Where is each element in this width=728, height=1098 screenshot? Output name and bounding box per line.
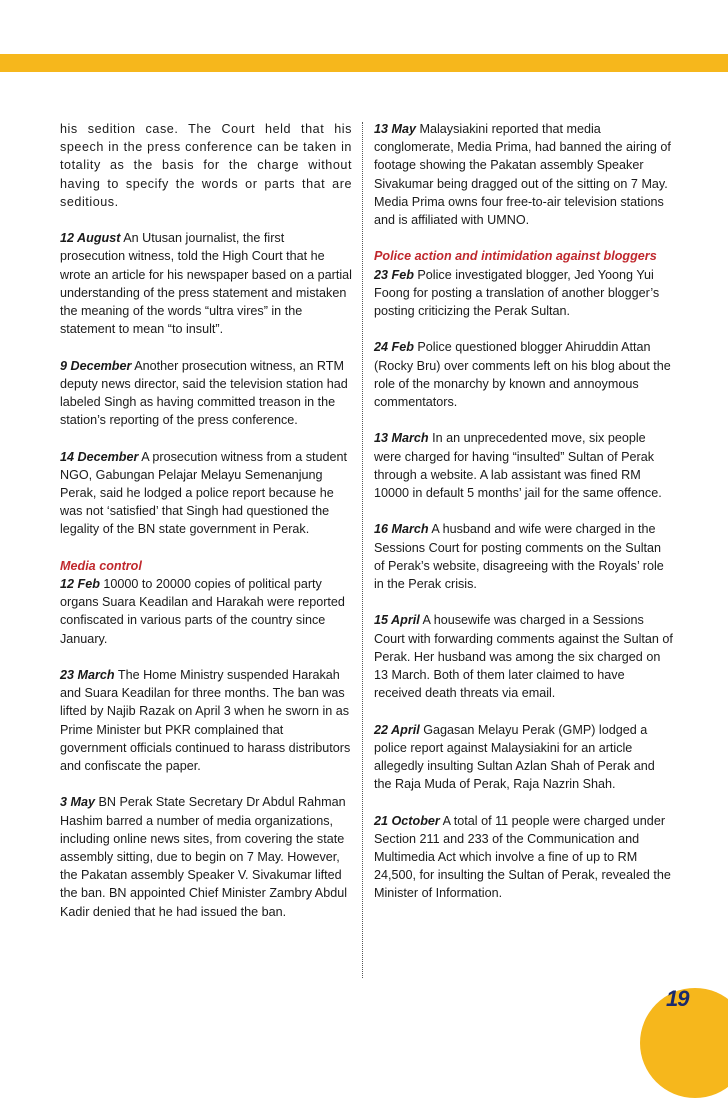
entry-date: 13 May xyxy=(374,122,417,136)
entry-text: Another prosecution witness, an RTM deputy news director, said the television station had labeled Singh as having committed treason in the station’s reporting of the press conference. xyxy=(60,358,348,428)
entry-text: Police investigated blogger, Jed Yoong Yui Foong for posting a translation of another blogger’s posting criticizing the Perak Sultan. xyxy=(374,267,660,319)
section-heading: Media control xyxy=(60,558,142,573)
entry-date: 16 March xyxy=(374,522,429,537)
entry-22-april xyxy=(374,721,674,794)
entry-13-may xyxy=(374,120,674,229)
entry-23-march xyxy=(60,666,352,775)
entry-date: 21 October xyxy=(374,813,440,828)
entry-date: 22 April xyxy=(374,722,420,737)
entry-text: In an unprecedented move, six people were charged for having “insulted” Sultan of Perak through a website. A lab assistant was fined RM 10000 in default 5 months’ jail for the same offence. xyxy=(374,431,662,501)
section-police-action xyxy=(374,247,674,320)
entry-text: Police questioned blogger Ahiruddin Attan (Rocky Bru) over comments left on his blog about the role of the monarchy by known and annoymous commentators. xyxy=(374,340,671,410)
intro-paragraph: his sedition case. The Court held that his speech in the press conference can be taken in totality as the basis for the charge without having to specify the words or parts that are seditious. xyxy=(60,122,352,209)
entry-text: The Home Ministry suspended Harakah and Suara Keadilan for three months. The ban was lifted by Najib Razak on April 3 when he sworn in as Prime Minister but PKR complained that government officials continued to harass distributors and confiscate the paper. xyxy=(60,668,351,774)
entry-12-feb xyxy=(60,575,352,648)
entry-text: BN Perak State Secretary Dr Abdul Rahman Hashim barred a number of media organizations, including online news sites, from covering the state assembly sitting, due to begin on 7 May. However, the Pakatan assembly Speaker V. Sivakumar lifted the ban. BN appointed Chief Minister Zambry Abdul Kadir denied that he had issued the ban. xyxy=(60,795,348,919)
entry-date: 13 March xyxy=(374,431,429,446)
entry-date: 23 Feb xyxy=(374,267,414,282)
entry-14-december xyxy=(60,448,352,539)
entry-16-march xyxy=(374,520,674,593)
entry-date: 12 Feb xyxy=(60,577,100,592)
right-column xyxy=(374,120,674,903)
entry-text: An Utusan journalist, the first prosecution witness, told the High Court that he wrote an article for his newspaper based on a partial understanding of the press statement and mistaken the meaning of the words “ultra vires” in the statement to mean “to insult”. xyxy=(60,231,352,337)
entry-date: 15 April xyxy=(374,613,420,628)
entry-23-feb xyxy=(374,266,674,321)
entry-text: A husband and wife were charged in the Sessions Court for posting comments on the Sultan of Perak’s website, disagreeing with the Royals’ role in the Perak crisis. xyxy=(374,522,664,592)
left-column xyxy=(60,120,352,921)
entry-date: 3 May xyxy=(60,795,96,810)
entry-date: 24 Feb xyxy=(374,340,414,355)
entry-text: A housewife was charged in a Sessions Court with forwarding comments against the Sultan of Perak. Her husband was among the six charged on 13 March. Both of them later claimed to have received death threats via email. xyxy=(374,613,673,701)
section-heading: Police action and intimidation against bloggers xyxy=(374,249,657,264)
entry-text: Malaysiakini reported that media conglomerate, Media Prima, had banned the airing of footage showing the Pakatan assembly Speaker Sivakumar being dragged out of the sitting on 7 May. Media Prima owns four free-to-air television stations and is affiliated with UMNO. xyxy=(374,122,671,228)
entry-21-october xyxy=(374,812,674,903)
top-color-band xyxy=(0,54,728,72)
column-divider xyxy=(362,122,363,978)
entry-text: Gagasan Melayu Perak (GMP) lodged a police report against Malaysiakini for an article allegedly insulting Sultan Azlan Shah of Perak and the Raja Muda of Perak, Raja Nazrin Shah. xyxy=(374,722,655,792)
entry-text: 10000 to 20000 copies of political party organs Suara Keadilan and Harakah were reported confiscated in various parts of the country since January. xyxy=(60,577,345,646)
page-number: 19 xyxy=(666,986,689,1011)
entry-date: 14 December xyxy=(60,449,139,464)
entry-date: 9 December xyxy=(60,358,132,373)
entry-text: A total of 11 people were charged under Section 211 and 233 of the Communication and Multimedia Act which involve a fine of up to RM 24,500, for insulting the Sultan of Perak, revealed the Minister of Information. xyxy=(374,813,671,901)
entry-3-may xyxy=(60,793,352,920)
entry-15-april xyxy=(374,611,674,702)
entry-date: 23 March xyxy=(60,668,115,683)
entry-text: A prosecution witness from a student NGO, Gabungan Pelajar Melayu Semenanjung Perak, said he lodged a police report because he was not ‘satisfied’ that Singh had questioned the legality of the BN state government in Perak. xyxy=(60,449,348,537)
section-media-control xyxy=(60,557,352,648)
entry-date: 12 August xyxy=(60,231,121,246)
entry-12-august xyxy=(60,229,352,338)
entry-9-december xyxy=(60,357,352,430)
entry-24-feb xyxy=(374,338,674,411)
entry-13-march xyxy=(374,429,674,502)
